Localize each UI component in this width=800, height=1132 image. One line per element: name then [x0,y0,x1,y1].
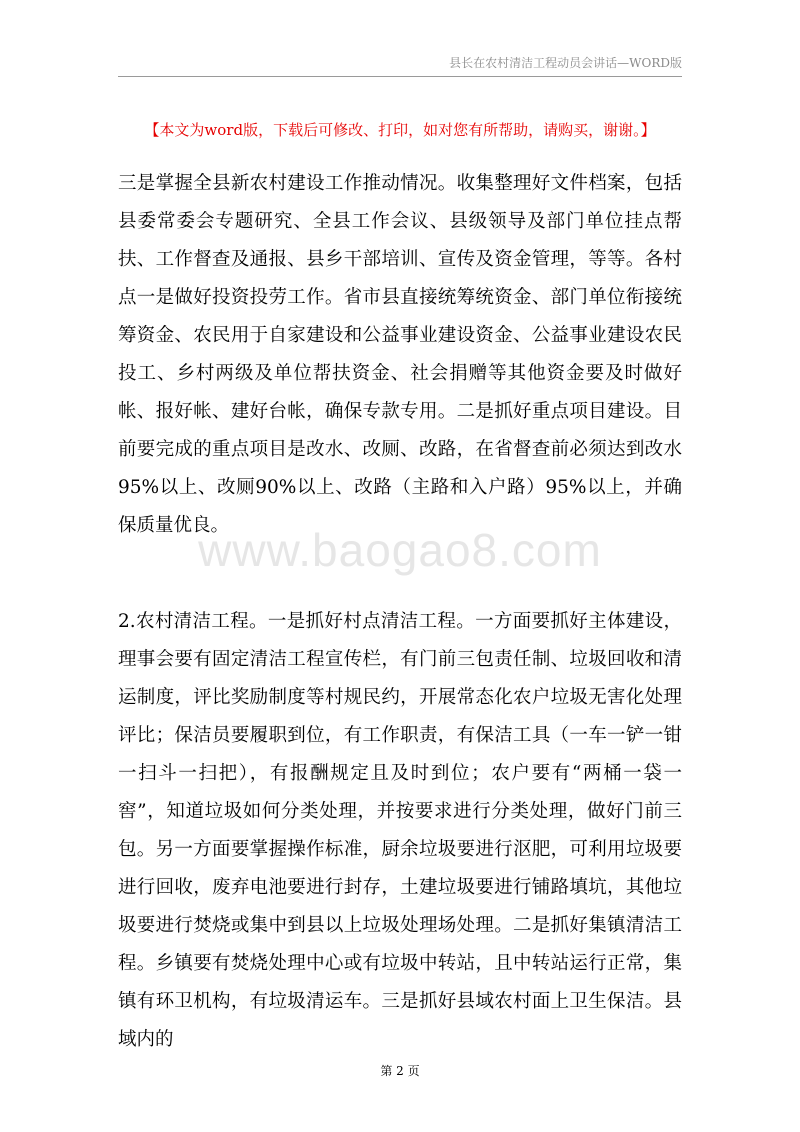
header-title: 县长在农村清洁工程动员会讲话—WORD版 [449,56,682,70]
paragraph-2: 2.农村清洁工程。一是抓好村点清洁工程。一方面要抓好主体建设，理事会要有固定清洁工程宣传栏，有门前三包责任制、垃圾回收和清运制度，评比奖励制度等村规民约，开展常态化农户垃圾无害化处理评比；保洁员要履职到位，有工作职责，有保洁工具（一车一铲一钳一扫斗一扫把），有报酬规定且及时到位；农户要有“两桶一袋一窖”，知道垃圾如何分类处理，并按要求进行分类处理，做好门前三包。另一方面要掌握操作标准，厨余垃圾要进行沤肥，可利用垃圾要进行回收，废弃电池要进行封存，土建垃圾要进行铺路填坑，其他垃圾要进行焚烧或集中到县以上垃圾处理场处理。二是抓好集镇清洁工程。乡镇要有焚烧处理中心或有垃圾中转站，且中转站运行正常，集镇有环卫机构，有垃圾清运车。三是抓好县域农村面上卫生保洁。县域内的 [118,611,682,1050]
body-content [118,165,682,1059]
header-divider [118,76,682,77]
watermark-text: www.baogao8.com [198,524,602,576]
page-number: 第 2 页 [380,1064,420,1078]
paragraph-1: 三是掌握全县新农村建设工作推动情况。收集整理好文件档案，包括县委常委会专题研究、全县工作会议、县级领导及部门单位挂点帮扶、工作督查及通报、县乡干部培训、宣传及资金管理，等等。各村点一是做好投资投劳工作。省市县直接统筹统资金、部门单位衔接统筹资金、农民用于自家建设和公益事业建设资金、公益事业建设农民投工、乡村两级及单位帮扶资金、社会捐赠等其他资金要及时做好帐、报好帐、建好台帐，确保专款专用。二是抓好重点项目建设。目前要完成的重点项目是改水、改厕、改路，在省督查前必须达到改水95%以上、改厕90%以上、改路（主路和入户路）95%以上，并确保质量优良。 [118,173,682,536]
purchase-notice: 【本文为word版，下载后可修改、打印，如对您有所帮助，请购买，谢谢。】 [144,121,656,139]
